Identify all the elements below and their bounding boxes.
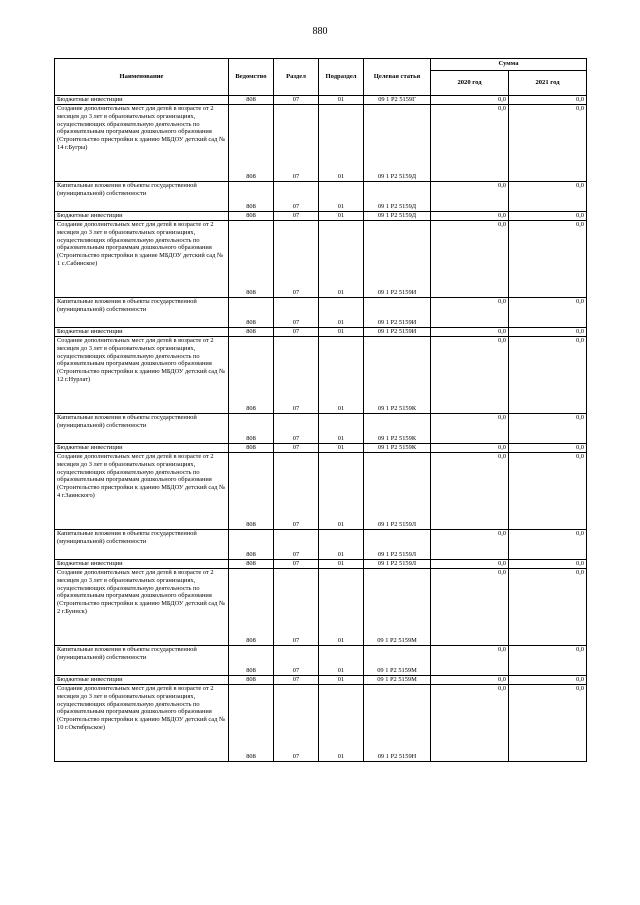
row-amount-2020-cell-text: 0,0	[498, 298, 506, 305]
row-department-cell-text: 808	[246, 96, 256, 104]
row-target-article-cell	[364, 298, 431, 328]
row-amount-2020-cell	[431, 298, 509, 328]
row-name-cell	[55, 560, 229, 569]
row-subsection-cell-text: 01	[337, 521, 345, 529]
row-target-article-cell-text: 09 1 Р2 5159М	[377, 637, 417, 645]
row-name-cell-text: Бюджетные инвестиции	[57, 444, 123, 451]
row-subsection-cell	[319, 414, 364, 444]
row-subsection-cell	[319, 337, 364, 414]
row-amount-2020-cell	[431, 212, 509, 221]
row-target-article-cell-text: 09 1 Р2 5159Л	[377, 521, 417, 529]
row-section-cell	[274, 105, 319, 182]
table-row	[55, 676, 587, 685]
row-name-cell-text: Бюджетные инвестиции	[57, 212, 123, 219]
row-department-cell-text: 808	[246, 444, 256, 452]
row-section-cell-text: 07	[292, 289, 300, 297]
header-subsection: Подраздел	[319, 59, 364, 96]
row-amount-2021-cell-text: 0,0	[576, 212, 585, 219]
row-amount-2020-cell	[431, 337, 509, 414]
row-department-cell	[229, 298, 274, 328]
row-target-article-cell-text: 09 1 Р2 5159Г	[378, 96, 416, 104]
row-name-cell	[55, 221, 229, 298]
row-amount-2021-cell-text: 0,0	[576, 298, 585, 305]
row-target-article-cell-text: 09 1 Р2 5159М	[377, 667, 417, 675]
row-section-cell	[274, 685, 319, 762]
row-amount-2021-cell-text: 0,0	[576, 530, 585, 537]
row-name-cell	[55, 569, 229, 646]
row-department-cell-text: 808	[246, 521, 256, 529]
row-department-cell	[229, 685, 274, 762]
row-section-cell	[274, 569, 319, 646]
row-section-cell-text: 07	[292, 637, 300, 645]
row-name-cell-text: Создание дополнительных мест для детей в возрасте от 2 месяцев до 3 лет в образовательных организациях, осуществляющих образовательную деятельность по образовательным программам дошкольного образования (Строительство пристройки к зданию МБДОУ детский сад № 4 г.Заинского)	[57, 453, 226, 500]
row-department-cell-text: 808	[246, 637, 256, 645]
row-amount-2020-cell	[431, 414, 509, 444]
row-amount-2020-cell	[431, 685, 509, 762]
row-subsection-cell-text: 01	[337, 212, 345, 220]
row-subsection-cell	[319, 676, 364, 685]
table-body	[55, 96, 587, 762]
row-section-cell-text: 07	[292, 203, 300, 211]
row-subsection-cell-text: 01	[337, 676, 345, 684]
table-row	[55, 221, 587, 298]
row-amount-2020-cell-text: 0,0	[498, 221, 506, 228]
row-amount-2021-cell-text: 0,0	[576, 96, 585, 103]
row-department-cell	[229, 221, 274, 298]
row-department-cell-text: 808	[246, 676, 256, 684]
table-row	[55, 182, 587, 212]
row-target-article-cell-text: 09 1 Р2 5159Л	[377, 560, 417, 568]
row-amount-2020-cell-text: 0,0	[498, 676, 506, 683]
row-subsection-cell	[319, 646, 364, 676]
row-section-cell	[274, 646, 319, 676]
row-amount-2020-cell	[431, 182, 509, 212]
row-section-cell	[274, 444, 319, 453]
row-section-cell-text: 07	[292, 667, 300, 675]
row-subsection-cell-text: 01	[337, 551, 345, 559]
row-department-cell	[229, 444, 274, 453]
row-name-cell-text: Капитальные вложения в объекты государственной (муниципальной) собственности	[57, 182, 197, 197]
row-amount-2021-cell-text: 0,0	[576, 182, 585, 189]
row-subsection-cell-text: 01	[337, 405, 345, 413]
row-name-cell	[55, 328, 229, 337]
table-row	[55, 105, 587, 182]
row-amount-2021-cell	[509, 560, 587, 569]
row-name-cell	[55, 96, 229, 105]
row-department-cell	[229, 96, 274, 105]
row-amount-2020-cell-text: 0,0	[498, 414, 506, 421]
row-section-cell	[274, 182, 319, 212]
row-amount-2021-cell	[509, 569, 587, 646]
row-subsection-cell-text: 01	[337, 173, 345, 181]
row-section-cell	[274, 96, 319, 105]
row-department-cell	[229, 337, 274, 414]
table-row	[55, 569, 587, 646]
row-amount-2020-cell-text: 0,0	[498, 444, 506, 451]
row-department-cell	[229, 453, 274, 530]
row-name-cell-text: Создание дополнительных мест для детей в возрасте от 2 месяцев до 3 лет в образовательных организациях, осуществляющих образовательную деятельность по образовательным программам дошкольного образования (Строительство пристройки к зданию МБДОУ детский сад № 12 г.Нурлат)	[57, 337, 226, 384]
row-section-cell-text: 07	[292, 676, 300, 684]
row-target-article-cell	[364, 560, 431, 569]
row-amount-2020-cell-text: 0,0	[498, 453, 506, 460]
row-target-article-cell-text: 09 1 Р2 5159И	[377, 328, 417, 336]
table-row	[55, 444, 587, 453]
row-name-cell	[55, 676, 229, 685]
row-name-cell	[55, 105, 229, 182]
row-amount-2021-cell	[509, 337, 587, 414]
row-section-cell	[274, 328, 319, 337]
row-name-cell-text: Капитальные вложения в объекты государственной (муниципальной) собственности	[57, 298, 197, 313]
row-subsection-cell	[319, 560, 364, 569]
row-amount-2021-cell-text: 0,0	[576, 560, 585, 567]
row-name-cell	[55, 530, 229, 560]
row-amount-2020-cell	[431, 646, 509, 676]
header-year-2021: 2021 год	[509, 71, 587, 96]
row-name-cell-text: Бюджетные инвестиции	[57, 96, 123, 103]
row-name-cell-text: Создание дополнительных мест для детей в возрасте от 2 месяцев до 3 лет в образовательных организациях, осуществляющих образовательную деятельность по образовательным программам дошкольного образования (Строительство пристройки в здание МБДОУ детский сад № 1 с.Сабинское)	[57, 221, 224, 268]
row-amount-2021-cell-text: 0,0	[576, 328, 585, 335]
row-section-cell-text: 07	[292, 96, 300, 104]
row-target-article-cell	[364, 337, 431, 414]
row-amount-2020-cell-text: 0,0	[498, 182, 506, 189]
header-department: Ведомство	[229, 59, 274, 96]
row-subsection-cell-text: 01	[337, 203, 345, 211]
row-amount-2020-cell	[431, 221, 509, 298]
row-section-cell-text: 07	[292, 444, 300, 452]
row-department-cell	[229, 676, 274, 685]
row-amount-2020-cell-text: 0,0	[498, 328, 506, 335]
row-subsection-cell-text: 01	[337, 637, 345, 645]
row-section-cell-text: 07	[292, 405, 300, 413]
row-amount-2021-cell-text: 0,0	[576, 105, 585, 112]
row-target-article-cell-text: 09 1 Р2 5159Н	[377, 753, 417, 761]
row-amount-2021-cell	[509, 298, 587, 328]
row-amount-2020-cell	[431, 96, 509, 105]
header-target-article: Целевая статья	[364, 59, 431, 96]
header-year-2020: 2020 год	[431, 71, 509, 96]
row-target-article-cell	[364, 105, 431, 182]
row-target-article-cell-text: 09 1 Р2 5159К	[377, 444, 417, 452]
row-amount-2020-cell-text: 0,0	[498, 337, 506, 344]
row-section-cell-text: 07	[292, 560, 300, 568]
row-name-cell	[55, 337, 229, 414]
row-name-cell	[55, 212, 229, 221]
row-target-article-cell	[364, 646, 431, 676]
row-target-article-cell	[364, 569, 431, 646]
row-target-article-cell-text: 09 1 Р2 5159К	[377, 435, 417, 443]
row-amount-2021-cell	[509, 182, 587, 212]
row-amount-2020-cell	[431, 560, 509, 569]
header-section: Раздел	[274, 59, 319, 96]
table-row	[55, 646, 587, 676]
row-subsection-cell-text: 01	[337, 328, 345, 336]
row-amount-2020-cell-text: 0,0	[498, 212, 506, 219]
header-name: Наименование	[55, 59, 229, 96]
table-row	[55, 337, 587, 414]
row-department-cell	[229, 646, 274, 676]
row-amount-2021-cell	[509, 105, 587, 182]
page-number: 880	[312, 26, 328, 37]
table-row	[55, 685, 587, 762]
row-section-cell-text: 07	[292, 319, 300, 327]
row-department-cell-text: 808	[246, 203, 256, 211]
row-target-article-cell	[364, 414, 431, 444]
row-section-cell	[274, 212, 319, 221]
row-subsection-cell-text: 01	[337, 289, 345, 297]
header-sum: Сумма	[431, 59, 587, 71]
row-department-cell-text: 808	[246, 212, 256, 220]
row-name-cell-text: Капитальные вложения в объекты государственной (муниципальной) собственности	[57, 414, 197, 429]
row-target-article-cell	[364, 328, 431, 337]
row-amount-2020-cell-text: 0,0	[498, 685, 506, 692]
row-amount-2021-cell-text: 0,0	[576, 444, 585, 451]
row-target-article-cell-text: 09 1 Р2 5159М	[377, 676, 417, 684]
row-target-article-cell	[364, 182, 431, 212]
row-target-article-cell	[364, 676, 431, 685]
row-target-article-cell-text: 09 1 Р2 5159К	[377, 405, 417, 413]
row-amount-2021-cell-text: 0,0	[576, 221, 585, 228]
row-name-cell	[55, 444, 229, 453]
row-department-cell-text: 808	[246, 289, 256, 297]
row-subsection-cell	[319, 685, 364, 762]
row-section-cell	[274, 221, 319, 298]
row-subsection-cell	[319, 105, 364, 182]
row-section-cell	[274, 337, 319, 414]
table-row	[55, 560, 587, 569]
row-subsection-cell	[319, 182, 364, 212]
row-department-cell	[229, 212, 274, 221]
row-amount-2021-cell-text: 0,0	[576, 569, 585, 576]
row-department-cell	[229, 569, 274, 646]
row-amount-2020-cell	[431, 676, 509, 685]
table-header	[55, 59, 587, 96]
table-row	[55, 453, 587, 530]
budget-table	[54, 58, 587, 762]
row-amount-2021-cell-text: 0,0	[576, 676, 585, 683]
row-amount-2021-cell	[509, 212, 587, 221]
row-amount-2020-cell	[431, 444, 509, 453]
row-department-cell	[229, 414, 274, 444]
row-amount-2020-cell	[431, 328, 509, 337]
row-name-cell-text: Капитальные вложения в объекты государственной (муниципальной) собственности	[57, 646, 197, 661]
row-subsection-cell-text: 01	[337, 753, 345, 761]
row-subsection-cell	[319, 453, 364, 530]
row-section-cell-text: 07	[292, 328, 300, 336]
table-row	[55, 414, 587, 444]
row-name-cell	[55, 182, 229, 212]
row-amount-2020-cell-text: 0,0	[498, 105, 506, 112]
row-section-cell	[274, 560, 319, 569]
row-subsection-cell	[319, 96, 364, 105]
row-amount-2021-cell	[509, 685, 587, 762]
row-target-article-cell-text: 09 1 Р2 5159Л	[377, 551, 417, 559]
row-amount-2021-cell	[509, 96, 587, 105]
row-name-cell	[55, 453, 229, 530]
row-amount-2021-cell-text: 0,0	[576, 646, 585, 653]
row-amount-2020-cell-text: 0,0	[498, 646, 506, 653]
row-subsection-cell	[319, 530, 364, 560]
row-amount-2021-cell	[509, 328, 587, 337]
row-subsection-cell-text: 01	[337, 435, 345, 443]
row-amount-2021-cell-text: 0,0	[576, 414, 585, 421]
table-row	[55, 212, 587, 221]
row-section-cell	[274, 298, 319, 328]
row-amount-2021-cell	[509, 676, 587, 685]
row-name-cell	[55, 298, 229, 328]
row-amount-2020-cell	[431, 530, 509, 560]
row-amount-2020-cell-text: 0,0	[498, 530, 506, 537]
row-target-article-cell	[364, 453, 431, 530]
row-amount-2020-cell-text: 0,0	[498, 96, 506, 103]
row-name-cell	[55, 685, 229, 762]
row-target-article-cell	[364, 685, 431, 762]
row-amount-2021-cell-text: 0,0	[576, 337, 585, 344]
row-target-article-cell-text: 09 1 Р2 5159Д	[377, 173, 417, 181]
row-department-cell	[229, 328, 274, 337]
row-section-cell-text: 07	[292, 212, 300, 220]
row-department-cell-text: 808	[246, 328, 256, 336]
row-amount-2021-cell	[509, 453, 587, 530]
row-amount-2020-cell-text: 0,0	[498, 569, 506, 576]
row-department-cell-text: 808	[246, 435, 256, 443]
row-section-cell	[274, 530, 319, 560]
row-section-cell-text: 07	[292, 551, 300, 559]
row-name-cell-text: Капитальные вложения в объекты государственной (муниципальной) собственности	[57, 530, 197, 545]
row-department-cell-text: 808	[246, 173, 256, 181]
row-department-cell-text: 808	[246, 753, 256, 761]
row-target-article-cell-text: 09 1 Р2 5159Д	[377, 212, 417, 220]
row-section-cell	[274, 676, 319, 685]
row-name-cell	[55, 646, 229, 676]
row-target-article-cell	[364, 96, 431, 105]
row-subsection-cell	[319, 569, 364, 646]
row-section-cell-text: 07	[292, 173, 300, 181]
row-target-article-cell	[364, 221, 431, 298]
row-subsection-cell-text: 01	[337, 560, 345, 568]
row-subsection-cell	[319, 221, 364, 298]
table-row	[55, 530, 587, 560]
row-subsection-cell	[319, 328, 364, 337]
row-department-cell-text: 808	[246, 405, 256, 413]
row-target-article-cell-text: 09 1 Р2 5159И	[377, 319, 417, 327]
row-name-cell	[55, 414, 229, 444]
row-name-cell-text: Создание дополнительных мест для детей в возрасте от 2 месяцев до 3 лет в образовательных организациях, осуществляющих образовательную деятельность по образовательным программам дошкольного образования (Строительство пристройки к зданию МБДОУ детский сад № 2 г.Буинск)	[57, 569, 226, 616]
row-section-cell-text: 07	[292, 521, 300, 529]
row-section-cell	[274, 453, 319, 530]
row-department-cell	[229, 105, 274, 182]
row-subsection-cell-text: 01	[337, 96, 345, 104]
row-name-cell-text: Бюджетные инвестиции	[57, 560, 123, 567]
row-amount-2021-cell	[509, 444, 587, 453]
row-subsection-cell	[319, 444, 364, 453]
row-name-cell-text: Бюджетные инвестиции	[57, 676, 123, 683]
row-department-cell	[229, 182, 274, 212]
row-amount-2021-cell-text: 0,0	[576, 453, 585, 460]
row-amount-2021-cell	[509, 646, 587, 676]
row-target-article-cell-text: 09 1 Р2 5159Д	[377, 203, 417, 211]
row-department-cell-text: 808	[246, 667, 256, 675]
row-department-cell	[229, 530, 274, 560]
row-target-article-cell	[364, 530, 431, 560]
table-row	[55, 298, 587, 328]
row-name-cell-text: Создание дополнительных мест для детей в возрасте от 2 месяцев до 3 лет в образовательных организациях, осуществляющих образовательную деятельность по образовательным программам дошкольного образования (Строительство пристройки к зданию МБДОУ детский сад № 10 г.Октябрьское)	[57, 685, 226, 732]
row-amount-2020-cell	[431, 105, 509, 182]
row-department-cell-text: 808	[246, 319, 256, 327]
row-subsection-cell	[319, 212, 364, 221]
row-section-cell	[274, 414, 319, 444]
table-row	[55, 96, 587, 105]
row-amount-2021-cell-text: 0,0	[576, 685, 585, 692]
row-name-cell-text: Бюджетные инвестиции	[57, 328, 123, 335]
row-department-cell	[229, 560, 274, 569]
row-target-article-cell-text: 09 1 Р2 5159И	[377, 289, 417, 297]
row-amount-2020-cell-text: 0,0	[498, 560, 506, 567]
row-subsection-cell	[319, 298, 364, 328]
row-name-cell-text: Создание дополнительных мест для детей в возрасте от 2 месяцев до 3 лет в образовательных организациях, осуществляющих образовательную деятельность по образовательным программам дошкольного образования (Строительство пристройки к зданию МБДОУ детский сад № 14 г.Бугры)	[57, 105, 226, 152]
row-department-cell-text: 808	[246, 560, 256, 568]
row-amount-2021-cell	[509, 530, 587, 560]
row-section-cell-text: 07	[292, 753, 300, 761]
row-subsection-cell-text: 01	[337, 444, 345, 452]
row-section-cell-text: 07	[292, 435, 300, 443]
row-subsection-cell-text: 01	[337, 667, 345, 675]
row-department-cell-text: 808	[246, 551, 256, 559]
row-target-article-cell	[364, 212, 431, 221]
row-amount-2021-cell	[509, 221, 587, 298]
table-row	[55, 328, 587, 337]
row-amount-2020-cell	[431, 453, 509, 530]
row-amount-2021-cell	[509, 414, 587, 444]
row-target-article-cell	[364, 444, 431, 453]
row-subsection-cell-text: 01	[337, 319, 345, 327]
row-amount-2020-cell	[431, 569, 509, 646]
